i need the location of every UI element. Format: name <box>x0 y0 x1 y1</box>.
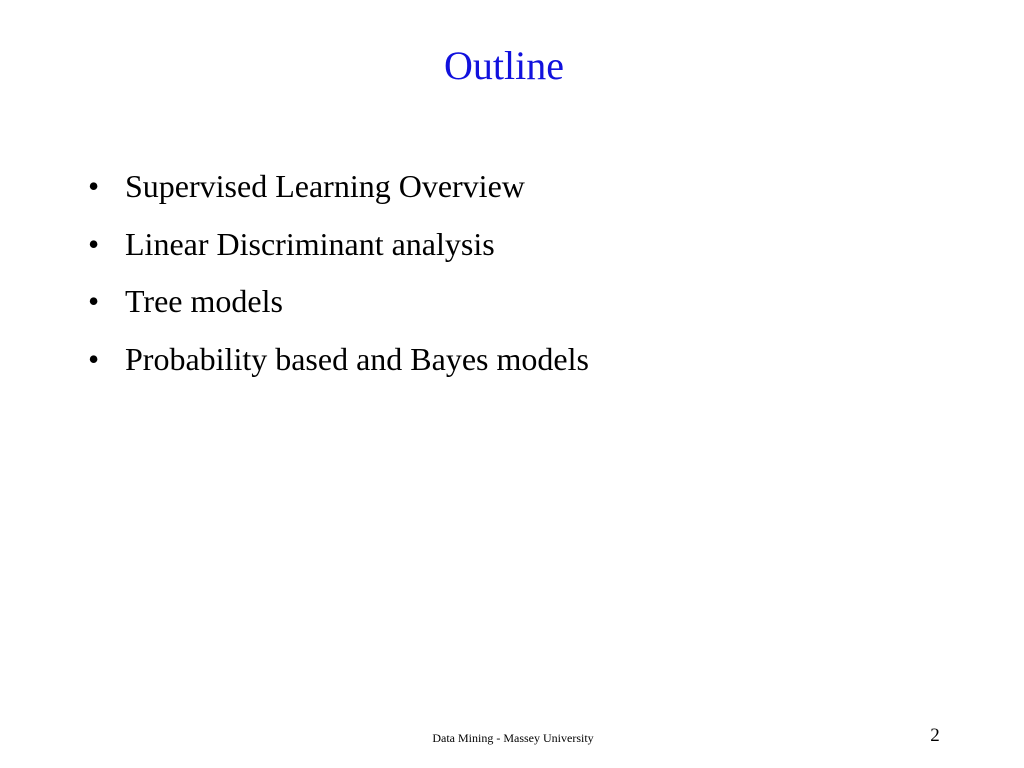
bullet-text: Probability based and Bayes models <box>125 340 589 377</box>
slide-footer: Data Mining - Massey University <box>432 731 594 745</box>
bullet-item <box>88 216 589 274</box>
bullet-text: Linear Discriminant analysis <box>125 225 495 262</box>
bullet-item <box>88 331 589 389</box>
bullet-dot-icon: • <box>88 168 100 204</box>
bullet-list <box>88 158 589 388</box>
page-number: 2 <box>930 725 940 746</box>
bullet-dot-icon: • <box>88 340 100 377</box>
bullet-dot-icon: • <box>88 283 100 319</box>
bullet-item <box>88 273 589 331</box>
bullet-item <box>88 158 589 216</box>
bullet-text: Supervised Learning Overview <box>125 168 525 204</box>
bullet-dot-icon: • <box>88 225 100 262</box>
slide-title: Outline <box>444 43 564 88</box>
bullet-text: Tree models <box>125 283 283 319</box>
